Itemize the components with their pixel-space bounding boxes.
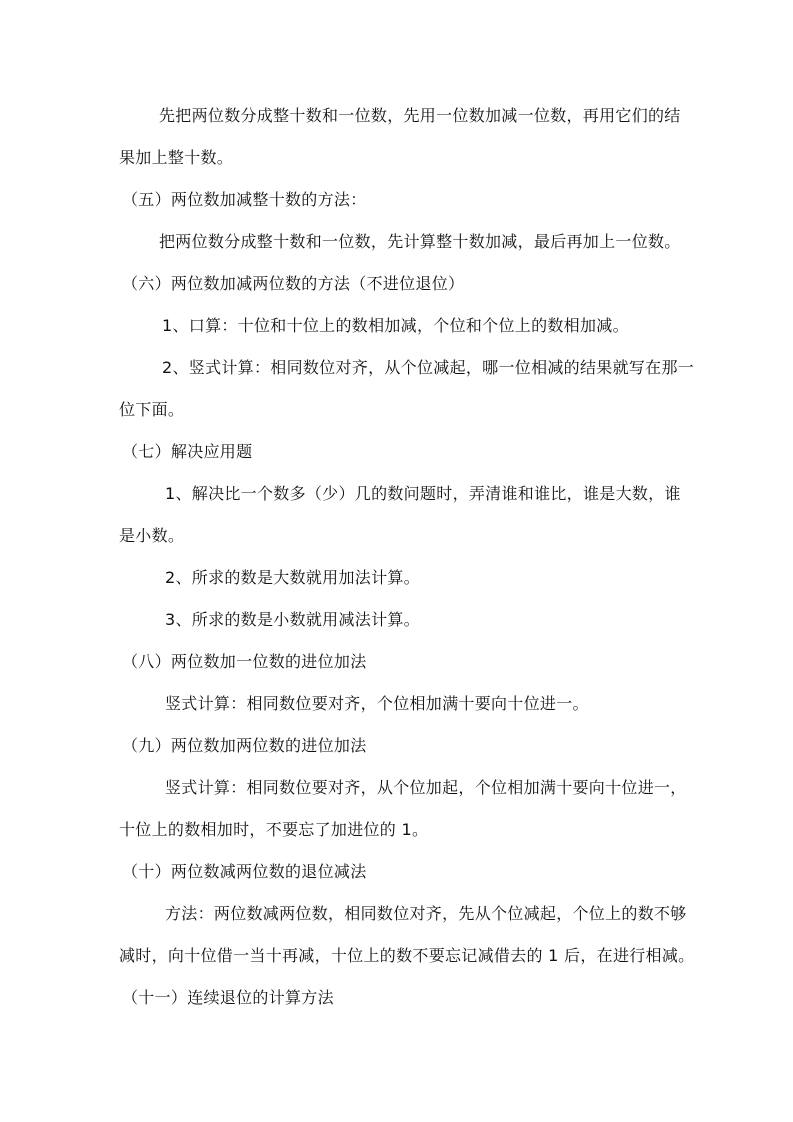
paragraph-line: 1、口算：十位和十位上的数相加减，个位和个位上的数相加减。 <box>162 316 629 335</box>
section-heading: （十一）连续退位的计算方法 <box>122 988 334 1007</box>
paragraph-line: 果加上整十数。 <box>119 148 234 167</box>
paragraph-line: 把两位数分成整十数和一位数，先计算整十数加减，最后再加上一位数。 <box>159 232 681 251</box>
section-heading: （五）两位数加减整十数的方法： <box>122 190 367 209</box>
paragraph-line: 十位上的数相加时，不要忘了加进位的 1。 <box>119 820 429 839</box>
paragraph-line: 竖式计算：相同数位要对齐，个位相加满十要向十位进一。 <box>165 694 589 713</box>
paragraph-line: 1、解决比一个数多（少）几的数问题时，弄清谁和谁比，谁是大数，谁 <box>165 484 681 503</box>
paragraph-line: 减时，向十位借一当十再减，十位上的数不要忘记减借去的 1 后，在进行相减。 <box>119 946 695 965</box>
paragraph-line: 竖式计算：相同数位要对齐，从个位加起，个位相加满十要向十位进一， <box>165 778 687 797</box>
paragraph-line: 先把两位数分成整十数和一位数，先用一位数加减一位数，再用它们的结 <box>159 106 681 125</box>
section-heading: （七）解决应用题 <box>122 442 253 461</box>
section-heading: （十）两位数减两位数的退位减法 <box>122 862 367 881</box>
paragraph-line: 3、所求的数是小数就用减法计算。 <box>165 610 420 629</box>
paragraph-line: 2、所求的数是大数就用加法计算。 <box>165 568 420 587</box>
section-heading: （六）两位数加减两位数的方法（不进位退位） <box>122 274 465 293</box>
paragraph-line: 位下面。 <box>119 400 185 419</box>
section-heading: （九）两位数加两位数的进位加法 <box>122 736 367 755</box>
paragraph-line: 是小数。 <box>119 526 185 545</box>
paragraph-line: 2、竖式计算：相同数位对齐，从个位减起，哪一位相减的结果就写在那一 <box>162 358 695 377</box>
paragraph-line: 方法：两位数减两位数，相同数位对齐，先从个位减起，个位上的数不够 <box>165 904 687 923</box>
section-heading: （八）两位数加一位数的进位加法 <box>122 652 367 671</box>
